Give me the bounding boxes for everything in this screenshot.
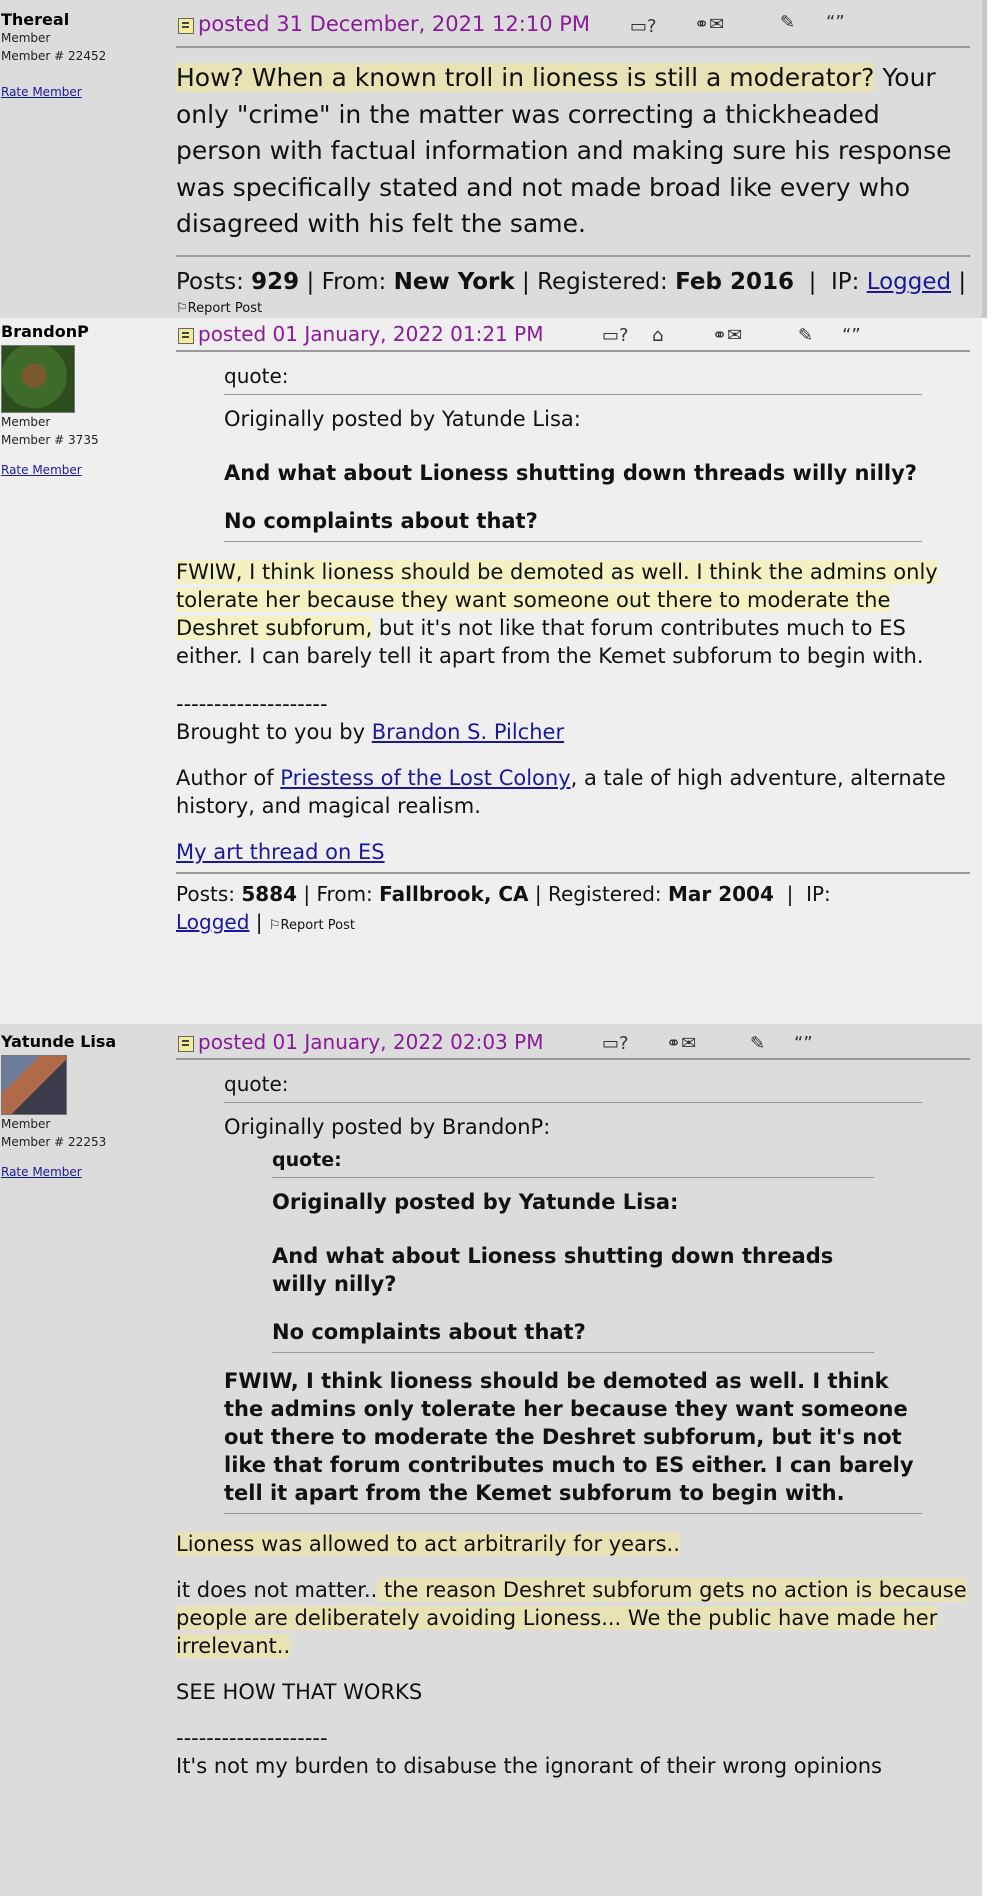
post-body	[176, 558, 970, 670]
email-icon[interactable]: ⚭✉	[712, 325, 743, 346]
author-panel	[1, 1032, 161, 1179]
author-name[interactable]: Thereal	[1, 10, 70, 29]
posted-date: posted 01 January, 2022 01:21 PM	[198, 322, 544, 346]
profile-icon[interactable]: ▭?	[630, 16, 657, 37]
quote-icon[interactable]: “”	[842, 325, 861, 346]
quote-origin: Originally posted by Yatunde Lisa:	[224, 407, 581, 431]
quote-label: quote:	[224, 1072, 922, 1103]
avatar	[1, 1055, 67, 1115]
ip-logged-link[interactable]: Logged	[176, 910, 250, 934]
member-number: Member # 3735	[1, 433, 99, 447]
highlighted-text: the reason Deshret subforum gets no action is because people are deliberately avoiding Lioness... We the public have made her irrelevant..	[176, 1578, 967, 1658]
from-label: From:	[321, 268, 387, 295]
email-icon[interactable]: ⚭✉	[694, 14, 725, 35]
signature	[176, 690, 970, 866]
registered-date: Feb 2016	[675, 268, 794, 295]
rate-member-link[interactable]: Rate Member	[1, 463, 82, 477]
author-name[interactable]: Yatunde Lisa	[1, 1032, 117, 1051]
signature-text: It's not my burden to disabuse the ignorant of their wrong opinions	[176, 1754, 882, 1778]
homepage-icon[interactable]: ⌂	[652, 325, 664, 346]
posts-label: Posts:	[176, 882, 236, 906]
ip-label: IP:	[830, 268, 860, 295]
author-panel	[1, 322, 161, 477]
post-footer: Posts: 929 | From: New York | Registered: Feb 2016 | IP: Logged | ⚐Report Post	[176, 255, 970, 317]
quote-text: No complaints about that?	[224, 509, 922, 542]
post-footer: Posts: 5884 | From: Fallbrook, CA | Registered: Mar 2004 | IP: Logged | ⚐Report Post	[176, 872, 970, 940]
quote-box	[224, 1072, 922, 1514]
ip-logged-link[interactable]: Logged	[866, 268, 952, 295]
avatar	[1, 345, 75, 413]
quote-box	[224, 364, 922, 542]
body-text: but it's not like that forum contributes much to ES either. I can barely tell it apart from the Kemet subforum to begin with.	[176, 616, 924, 668]
rate-member-link[interactable]: Rate Member	[1, 85, 82, 99]
quote-text: No complaints about that?	[272, 1320, 874, 1353]
author-panel	[1, 10, 161, 99]
author-role: Member	[1, 31, 51, 45]
author-site-link[interactable]: Brandon S. Pilcher	[371, 720, 565, 744]
rate-member-link[interactable]: Rate Member	[1, 1165, 82, 1179]
book-link[interactable]: Priestess of the Lost Colony	[280, 766, 571, 790]
author-role: Member	[1, 415, 51, 429]
highlighted-text: FWIW, I think lioness should be demoted as well. I think the admins only tolerate her because they want someone out there to moderate the Deshret subforum,	[176, 560, 938, 640]
signature-text: Brought to you by	[176, 720, 372, 744]
quote-text: FWIW, I think lioness should be demoted as well. I think the admins only tolerate her because they want someone out there to moderate the Deshret subforum, but it's not like that forum contributes much to ES either. I can barely tell it apart from the Kemet subforum to begin with.	[224, 1367, 922, 1514]
registered-label: Registered:	[537, 268, 668, 295]
report-icon[interactable]: ⚐	[268, 918, 281, 933]
location: Fallbrook, CA	[379, 882, 529, 906]
post-icon	[178, 1036, 194, 1052]
posted-date: posted 01 January, 2022 02:03 PM	[198, 1030, 544, 1054]
quote-text: And what about Lioness shutting down threads willy nilly?	[224, 461, 917, 485]
post-icon	[178, 328, 194, 344]
report-post-link[interactable]: Report Post	[187, 300, 263, 316]
quote-label: quote:	[224, 364, 922, 395]
report-icon[interactable]: ⚐	[176, 300, 188, 316]
quote-text: And what about Lioness shutting down threads willy nilly?	[272, 1244, 834, 1296]
art-thread-link[interactable]: My art thread on ES	[176, 840, 385, 864]
quote-icon[interactable]: “”	[794, 1033, 813, 1054]
signature-divider: --------------------	[176, 692, 328, 716]
signature-text: Author of	[176, 766, 281, 790]
posted-date: posted 31 December, 2021 12:10 PM	[198, 12, 591, 36]
body-text: Your only "crime" in the matter was correcting a thickheaded person with factual information and making sure his response was specifically stated and not made broad like every who disagreed with his felt the same.	[176, 63, 952, 238]
signature-text: , a tale of high adventure, alternate history, and magical realism.	[176, 766, 946, 818]
from-label: From:	[316, 882, 373, 906]
nested-quote-box	[272, 1149, 874, 1353]
profile-icon[interactable]: ▭?	[602, 325, 629, 346]
profile-icon[interactable]: ▭?	[602, 1033, 629, 1054]
forum-post	[0, 318, 982, 1024]
signature-divider: --------------------	[176, 1726, 328, 1750]
post-body	[176, 1530, 970, 1706]
registered-date: Mar 2004	[668, 882, 774, 906]
quote-origin: Originally posted by Yatunde Lisa:	[272, 1190, 679, 1214]
author-role: Member	[1, 1117, 51, 1131]
posts-label: Posts:	[176, 268, 244, 295]
edit-icon[interactable]: ✎	[798, 325, 814, 346]
body-text: it does not matter..	[176, 1578, 378, 1602]
member-number: Member # 22253	[1, 1135, 107, 1149]
member-number: Member # 22452	[1, 49, 107, 63]
quote-origin: Originally posted by BrandonP:	[224, 1115, 551, 1139]
author-name[interactable]: BrandonP	[1, 322, 89, 341]
post-icon	[178, 18, 194, 34]
highlighted-text: How? When a known troll in lioness is still a moderator?	[176, 63, 875, 92]
quote-label: quote:	[272, 1149, 874, 1178]
forum-post	[0, 1024, 982, 1896]
report-post-link[interactable]: Report Post	[280, 918, 355, 933]
highlighted-text: Lioness was allowed to act arbitrarily for years..	[176, 1532, 680, 1556]
post-count: 929	[251, 268, 300, 295]
edit-icon[interactable]: ✎	[750, 1033, 766, 1054]
quote-icon[interactable]: “”	[826, 12, 845, 33]
forum-post	[0, 0, 982, 318]
email-icon[interactable]: ⚭✉	[666, 1033, 697, 1054]
post-body	[176, 60, 970, 243]
signature	[176, 1724, 970, 1780]
location: New York	[393, 268, 515, 295]
ip-label: IP:	[806, 882, 831, 906]
edit-icon[interactable]: ✎	[780, 12, 796, 33]
registered-label: Registered:	[547, 882, 662, 906]
post-count: 5884	[241, 882, 298, 906]
body-text: SEE HOW THAT WORKS	[176, 1680, 423, 1704]
page-right-edge	[982, 0, 995, 1896]
